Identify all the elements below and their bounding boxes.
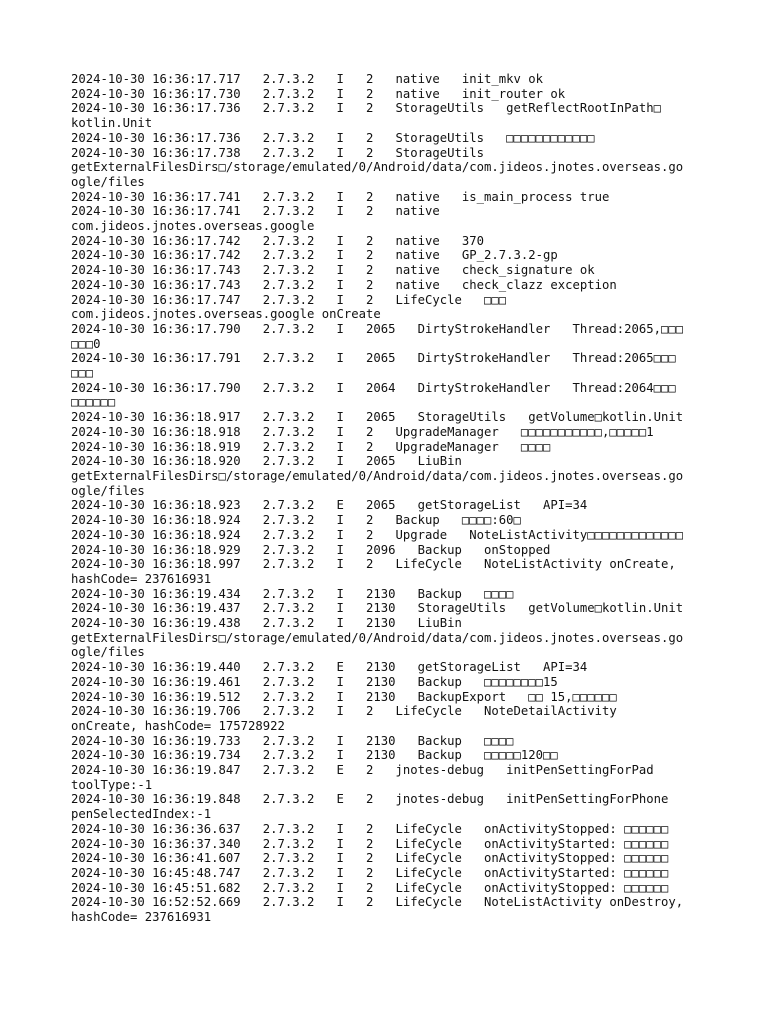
log-text-block	[71, 72, 711, 925]
log-line: 2024-10-30 16:36:17.741 2.7.3.2 I 2 native	[71, 204, 440, 219]
log-line: ogle/files	[71, 174, 145, 189]
log-line: 2024-10-30 16:36:17.743 2.7.3.2 I 2 native check_clazz exception	[71, 277, 617, 292]
log-line: 2024-10-30 16:36:19.512 2.7.3.2 I 2130 BackupExport □□ 15,□□□□□□	[71, 689, 617, 704]
log-line: 2024-10-30 16:36:18.917 2.7.3.2 I 2065 StorageUtils getVolume□kotlin.Unit	[71, 410, 684, 425]
log-line: com.jideos.jnotes.overseas.google onCreate	[71, 307, 381, 322]
log-line: 2024-10-30 16:36:17.747 2.7.3.2 I 2 LifeCycle □□□	[71, 292, 507, 307]
log-line: 2024-10-30 16:36:19.440 2.7.3.2 E 2130 getStorageList API=34	[71, 660, 588, 675]
log-line: toolType:-1	[71, 777, 153, 792]
log-line: com.jideos.jnotes.overseas.google	[71, 219, 315, 234]
log-line: 2024-10-30 16:52:52.669 2.7.3.2 I 2 LifeCycle NoteListActivity onDestroy,	[71, 895, 684, 910]
log-line: 2024-10-30 16:36:19.438 2.7.3.2 I 2130 LiuBin	[71, 616, 462, 631]
log-line: 2024-10-30 16:36:37.340 2.7.3.2 I 2 LifeCycle onActivityStarted: □□□□□□	[71, 836, 669, 851]
log-line: 2024-10-30 16:36:18.920 2.7.3.2 I 2065 LiuBin	[71, 454, 462, 469]
log-line: 2024-10-30 16:36:41.607 2.7.3.2 I 2 LifeCycle onActivityStopped: □□□□□□	[71, 851, 669, 866]
log-line: getExternalFilesDirs□/storage/emulated/0/Android/data/com.jideos.jnotes.overseas.go	[71, 630, 684, 645]
log-line: 2024-10-30 16:36:19.733 2.7.3.2 I 2130 Backup □□□□	[71, 733, 514, 748]
log-line: onCreate, hashCode= 175728922	[71, 718, 285, 733]
log-line: 2024-10-30 16:36:17.736 2.7.3.2 I 2 StorageUtils □□□□□□□□□□□□	[71, 130, 595, 145]
log-line: □□□	[71, 366, 94, 381]
log-line: 2024-10-30 16:36:17.743 2.7.3.2 I 2 native check_signature ok	[71, 263, 595, 278]
log-line: hashCode= 237616931	[71, 571, 212, 586]
log-line: kotlin.Unit	[71, 116, 153, 131]
log-line: ogle/files	[71, 645, 145, 660]
log-line: 2024-10-30 16:36:18.924 2.7.3.2 I 2 Backup □□□□:60□	[71, 513, 521, 528]
log-line: hashCode= 237616931	[71, 910, 212, 925]
log-line: 2024-10-30 16:36:19.734 2.7.3.2 I 2130 Backup □□□□□120□□	[71, 748, 558, 763]
log-line: 2024-10-30 16:36:18.918 2.7.3.2 I 2 UpgradeManager □□□□□□□□□□□,□□□□□1	[71, 424, 654, 439]
log-line: 2024-10-30 16:36:17.742 2.7.3.2 I 2 native GP_2.7.3.2-gp	[71, 248, 558, 263]
log-line: 2024-10-30 16:36:18.919 2.7.3.2 I 2 UpgradeManager □□□□	[71, 439, 551, 454]
log-line: getExternalFilesDirs□/storage/emulated/0/Android/data/com.jideos.jnotes.overseas.go	[71, 160, 684, 175]
log-line: 2024-10-30 16:36:18.923 2.7.3.2 E 2065 getStorageList API=34	[71, 498, 588, 513]
log-line: 2024-10-30 16:36:17.742 2.7.3.2 I 2 native 370	[71, 233, 485, 248]
log-line: 2024-10-30 16:36:17.741 2.7.3.2 I 2 native is_main_process true	[71, 189, 610, 204]
log-line: 2024-10-30 16:36:36.637 2.7.3.2 I 2 LifeCycle onActivityStopped: □□□□□□	[71, 821, 669, 836]
log-line: ogle/files	[71, 483, 145, 498]
log-line: 2024-10-30 16:36:18.997 2.7.3.2 I 2 LifeCycle NoteListActivity onCreate,	[71, 557, 676, 572]
log-line: 2024-10-30 16:36:19.461 2.7.3.2 I 2130 Backup □□□□□□□□15	[71, 674, 558, 689]
log-line: 2024-10-30 16:45:48.747 2.7.3.2 I 2 LifeCycle onActivityStarted: □□□□□□	[71, 865, 669, 880]
log-line: □□□0	[71, 336, 101, 351]
log-line: 2024-10-30 16:36:19.847 2.7.3.2 E 2 jnotes-debug initPenSettingForPad	[71, 763, 654, 778]
log-line: 2024-10-30 16:45:51.682 2.7.3.2 I 2 LifeCycle onActivityStopped: □□□□□□	[71, 880, 669, 895]
log-line: 2024-10-30 16:36:18.924 2.7.3.2 I 2 Upgrade NoteListActivity□□□□□□□□□□□□□	[71, 527, 684, 542]
log-line: 2024-10-30 16:36:19.848 2.7.3.2 E 2 jnotes-debug initPenSettingForPhone	[71, 792, 669, 807]
log-line: 2024-10-30 16:36:17.791 2.7.3.2 I 2065 DirtyStrokeHandler Thread:2065□□□	[71, 351, 676, 366]
log-line: □□□□□□	[71, 395, 116, 410]
log-line: 2024-10-30 16:36:17.738 2.7.3.2 I 2 StorageUtils	[71, 145, 485, 160]
log-line: 2024-10-30 16:36:17.717 2.7.3.2 I 2 native init_mkv ok	[71, 72, 544, 86]
log-line: 2024-10-30 16:36:19.706 2.7.3.2 I 2 LifeCycle NoteDetailActivity	[71, 704, 617, 719]
log-line: getExternalFilesDirs□/storage/emulated/0/Android/data/com.jideos.jnotes.overseas.go	[71, 468, 684, 483]
log-line: 2024-10-30 16:36:17.790 2.7.3.2 I 2065 DirtyStrokeHandler Thread:2065,□□□	[71, 321, 684, 336]
log-line: 2024-10-30 16:36:19.434 2.7.3.2 I 2130 Backup □□□□	[71, 586, 514, 601]
log-line: 2024-10-30 16:36:17.736 2.7.3.2 I 2 StorageUtils getReflectRootInPath□	[71, 101, 662, 116]
log-line: penSelectedIndex:-1	[71, 807, 212, 822]
log-line: 2024-10-30 16:36:17.790 2.7.3.2 I 2064 DirtyStrokeHandler Thread:2064□□□	[71, 380, 676, 395]
log-line: 2024-10-30 16:36:17.730 2.7.3.2 I 2 native init_router ok	[71, 86, 566, 101]
log-line: 2024-10-30 16:36:18.929 2.7.3.2 I 2096 Backup onStopped	[71, 542, 551, 557]
log-line: 2024-10-30 16:36:19.437 2.7.3.2 I 2130 StorageUtils getVolume□kotlin.Unit	[71, 601, 684, 616]
